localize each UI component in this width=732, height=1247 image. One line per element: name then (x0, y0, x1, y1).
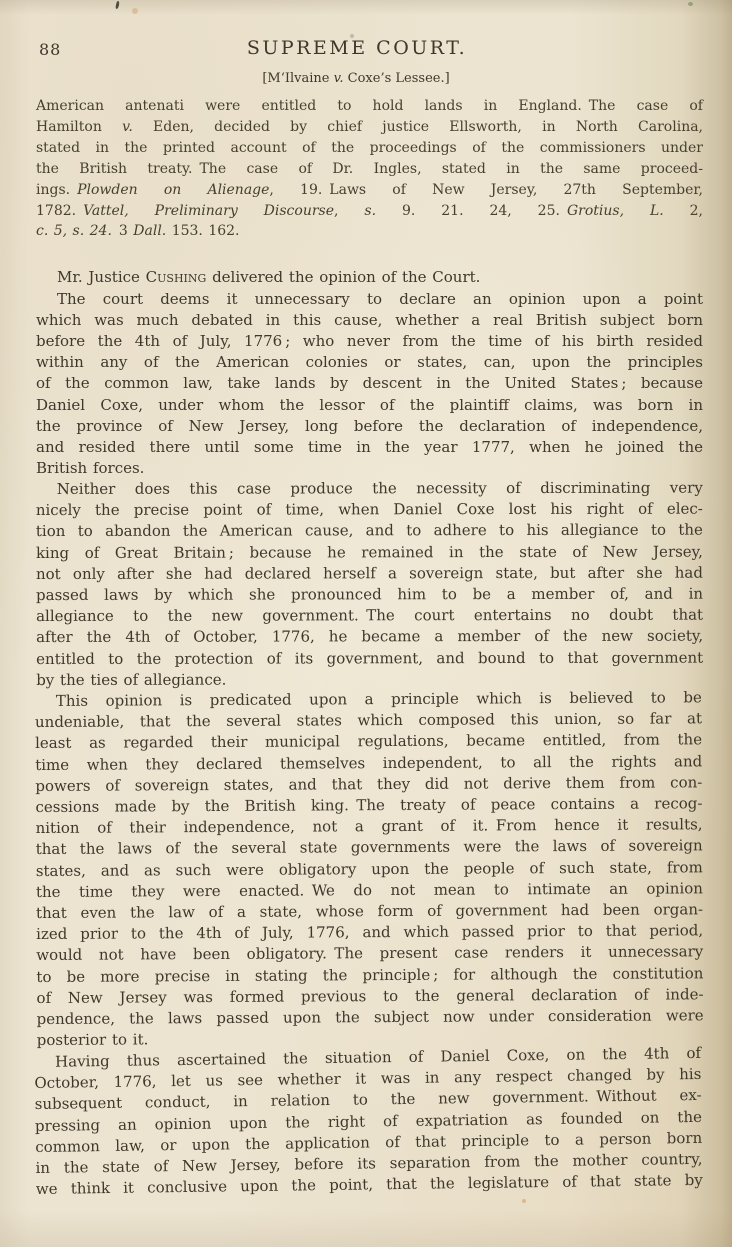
plain-text: time when they declared themselves independent, to all the rights and (35, 752, 703, 775)
text-line (36, 221, 703, 242)
plain-text: that the laws of the several state governments were the laws of sovereign (35, 837, 703, 859)
plain-text: Neither does this case produce the necessity of discriminating very (56, 478, 703, 499)
text-line (36, 138, 703, 159)
italic-text: Dall. (133, 223, 167, 240)
text-line (36, 395, 703, 416)
text-line (36, 117, 703, 138)
plain-text: the province of New Jersey, long before the declaration of independence, (36, 416, 703, 435)
plain-text: This opinion is predicated upon a principle which is believed to be (55, 688, 702, 711)
text-line (36, 478, 703, 501)
plain-text: ings. (36, 181, 78, 198)
plain-text: least as regarded their municipal regulations, became entitled, from the (35, 731, 703, 753)
plain-text: by the ties of allegiance. (36, 670, 227, 690)
plain-text: the British treaty. The case of Dr. Ingles, stated in the same proceed- (36, 160, 703, 177)
plain-text: nicely the precise point of time, when Daniel Coxe lost his right of elec- (35, 500, 703, 520)
plain-text: powers of sovereign states, and that they did not derive them from con- (35, 773, 703, 796)
plain-text: pendence, the laws passed upon the subject now under consideration were (36, 1006, 704, 1029)
opinion-byline (36, 267, 703, 288)
plain-text: in the state of New Jersey, before its separation from the mother country, (35, 1149, 703, 1177)
plain-text: delivered the opinion of the Court. (206, 268, 481, 287)
plain-text: nition of their independence, not a grant of it. From hence it results, (35, 815, 703, 838)
opinion-paragraph (36, 289, 703, 480)
opinion-paragraph (36, 478, 703, 691)
plain-text: The court deems it unnecessary to declare an opinion upon a point (57, 289, 703, 308)
text-line (36, 520, 703, 543)
plain-text: 2, (663, 202, 703, 219)
plain-text: Eden, decided by chief justice Ellsworth, in North Carolina, (132, 118, 704, 135)
page-number: 88 (39, 40, 62, 59)
caption-open: [M‘Ilvaine (262, 71, 334, 86)
plain-text: ized prior to the 4th of July, 1776, and which passed prior to that period, (36, 921, 704, 944)
plain-text: October, 1776, let us see whether it was in any respect changed by his (34, 1064, 702, 1093)
plain-text: common law, or upon the application of that principle to a person born (35, 1128, 703, 1156)
text-line (36, 626, 703, 649)
text-line (36, 352, 703, 373)
opinion-paragraph (34, 1043, 703, 1200)
plain-text: Mr. Justice (57, 268, 146, 287)
plain-text: entitled to the protection of its government, and bound to that government (36, 648, 704, 668)
plain-text: , (334, 202, 365, 219)
text-line (36, 373, 703, 394)
plain-text: after the 4th of October, 1776, he became a member of the new society, (36, 627, 704, 647)
plain-text: 1782. (36, 202, 84, 219)
text-line (36, 458, 703, 479)
plain-text: British forces. (36, 459, 145, 478)
plain-text: to be more precise in stating the principle ; for although the constitution (36, 964, 704, 987)
text-line (36, 96, 703, 117)
text-line (36, 331, 703, 352)
italic-text: Plowden on Alienage (77, 181, 270, 198)
italic-text: s. (364, 202, 377, 219)
plain-text: Daniel Coxe, under whom the lessor of the plaintiff claims, was born in (36, 395, 703, 414)
plain-text: Having thus ascertained the situation of Daniel Coxe, on the 4th of (54, 1043, 702, 1071)
italic-text: Grotius, L. (566, 202, 664, 219)
caption-close: Coxe’s Lessee.] (343, 71, 450, 86)
plain-text: American antenati were entitled to hold lands in England. The case of (36, 98, 703, 114)
plain-text: passed laws by which she pronounced him to be a member of, and in (36, 584, 704, 605)
smallcaps-text: Cushing (145, 268, 207, 287)
plain-text: Hamilton (36, 118, 123, 135)
text-line (36, 159, 703, 180)
plain-text: states, and as such were obligatory upon the people of such state, from (35, 858, 703, 881)
plain-text: allegiance to the new government. The court entertains no doubt that (36, 606, 704, 626)
plain-text: of New Jersey was formed previous to the general declaration of inde- (36, 985, 704, 1008)
plain-text: we think it conclusive upon the point, that the legislature of that state by (35, 1171, 703, 1199)
plain-text: subsequent conduct, in relation to the new government. Without ex- (34, 1086, 702, 1114)
plain-text: undeniable, that the several states which composed this union, so far at (34, 709, 703, 732)
text-line (36, 180, 703, 201)
stain-speck (688, 2, 693, 6)
opinion-body (36, 267, 703, 1200)
versus-abbreviation: v. (333, 71, 344, 86)
text-line (36, 648, 703, 671)
plain-text: within any of the American colonies or states, can, upon the principles (36, 353, 703, 372)
plain-text: which was much debated in this cause, whether a real British subject born (36, 310, 703, 329)
plain-text: before the 4th of July, 1776 ; who never from the time of his birth resided (36, 331, 703, 350)
text-column (36, 96, 703, 1200)
text-line (36, 201, 703, 222)
plain-text: 9. 21. 24, 25. (376, 202, 567, 219)
stain-speck (132, 8, 138, 14)
plain-text: posterior to it. (36, 1031, 149, 1050)
plain-text: stated in the printed account of the proceedings of the commissioners under (36, 139, 703, 156)
plain-text: and resided there until some time in the year 1777, when he joined the (36, 437, 703, 456)
text-line (36, 542, 703, 565)
text-line (36, 267, 703, 288)
plain-text: cessions made by the British king. The treaty of peace contains a recog- (35, 794, 703, 817)
plain-text: that even the law of a state, whose form of government had been organ- (35, 900, 704, 923)
plain-text: , 19. Laws of New Jersey, 27th September, (269, 181, 703, 198)
plain-text: the time they were enacted. We do not mean to intimate an opinion (35, 879, 703, 902)
plain-text: tion to abandon the American cause, and to adhere to his allegiance to the (35, 521, 703, 541)
ink-speck (115, 1, 120, 9)
text-line (36, 289, 703, 310)
plain-text: pressing an opinion upon the right of expatriation as founded on the (34, 1107, 703, 1135)
text-line (36, 584, 703, 607)
plain-text: not only after she had declared herself a sovereign state, but after she had (35, 563, 703, 584)
plain-text: 153. 162. (166, 223, 240, 240)
italic-text: c. 5, s. 24. (36, 223, 112, 240)
headnote-continuation (36, 96, 703, 242)
text-line (36, 499, 703, 522)
italic-text: v. (122, 118, 133, 135)
opinion-paragraph (35, 688, 704, 1052)
case-caption (0, 71, 712, 86)
plain-text: of the common law, take lands by descent in the United States ; because (36, 374, 703, 393)
running-head: SUPREME COURT. (246, 37, 468, 59)
text-line (36, 416, 703, 437)
plain-text: would not have been obligatory. The present case renders it unnecessary (36, 943, 704, 965)
italic-text: Vattel, Preliminary Discourse (83, 202, 335, 219)
plain-text: 3 (111, 223, 134, 240)
text-line (36, 310, 703, 331)
text-line (36, 605, 703, 628)
text-line (36, 437, 703, 458)
text-line (36, 563, 703, 586)
plain-text: king of Great Britain ; because he remained in the state of New Jersey, (35, 542, 703, 562)
